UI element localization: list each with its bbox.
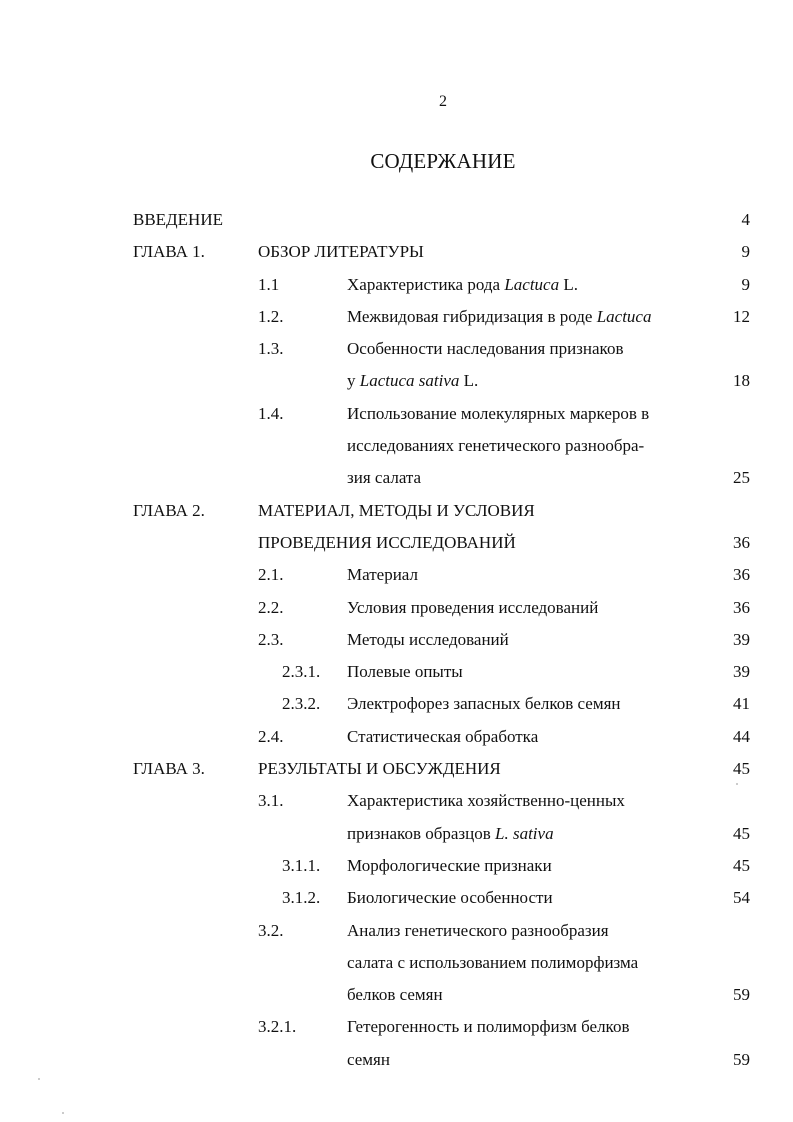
toc-entry bbox=[0, 527, 793, 559]
page-reference: 44 bbox=[733, 726, 750, 746]
toc-entry bbox=[0, 753, 793, 785]
section-number: 1.1 bbox=[258, 274, 280, 294]
toc-entry bbox=[0, 1044, 793, 1076]
toc-entry bbox=[0, 915, 793, 947]
toc-entry bbox=[0, 688, 793, 720]
title-part: у bbox=[347, 371, 360, 391]
toc-entry bbox=[0, 785, 793, 817]
page-reference: 39 bbox=[733, 662, 750, 682]
section-number: 1.2. bbox=[258, 306, 284, 326]
page-reference: 54 bbox=[733, 888, 750, 908]
title-part: Анализ генетического разнообразия bbox=[347, 920, 609, 940]
section-number: 2.1. bbox=[258, 565, 284, 585]
toc-entry bbox=[0, 721, 793, 753]
section-number: 1.3. bbox=[258, 339, 284, 359]
title-part: Материал bbox=[347, 565, 418, 585]
section-title bbox=[347, 656, 463, 688]
toc-entry bbox=[0, 269, 793, 301]
page-reference: 45 bbox=[733, 759, 750, 779]
title-part: Характеристика рода bbox=[347, 274, 505, 294]
section-title bbox=[347, 1044, 390, 1076]
title-italic-part: Lactuca bbox=[504, 274, 560, 294]
section-number: 3.1. bbox=[258, 791, 284, 811]
toc-entry bbox=[0, 947, 793, 979]
section-title bbox=[347, 947, 638, 979]
toc-entry bbox=[0, 818, 793, 850]
scan-speck bbox=[38, 1078, 40, 1080]
toc-entry bbox=[0, 398, 793, 430]
page-number: 2 bbox=[439, 93, 447, 110]
page-reference: 12 bbox=[733, 306, 750, 326]
section-title bbox=[347, 818, 554, 850]
toc-entry bbox=[0, 624, 793, 656]
section-number: 1.4. bbox=[258, 403, 284, 423]
toc-entry bbox=[0, 656, 793, 688]
title-part: Биологические особенности bbox=[347, 888, 553, 908]
section-title bbox=[347, 785, 625, 817]
title-italic-part: Lactuca sativa bbox=[359, 371, 460, 391]
chapter-label: ГЛАВА 2. bbox=[133, 500, 205, 520]
section-number: 2.3.2. bbox=[282, 694, 321, 714]
section-number: 3.1.2. bbox=[282, 888, 321, 908]
page-reference: 4 bbox=[741, 210, 750, 229]
page-reference: 25 bbox=[733, 468, 750, 488]
section-title bbox=[347, 430, 644, 462]
toc-entry bbox=[0, 301, 793, 333]
title-part: Электрофорез запасных белков семян bbox=[347, 694, 621, 714]
section-title bbox=[347, 301, 651, 333]
section-title bbox=[347, 688, 621, 720]
section-title bbox=[347, 592, 598, 624]
toc-entry bbox=[0, 495, 793, 527]
page-reference: 18 bbox=[733, 371, 750, 391]
section-title bbox=[347, 365, 478, 397]
chapter-label: ГЛАВА 3. bbox=[133, 759, 205, 779]
title-part: признаков образцов bbox=[347, 823, 496, 843]
scan-speck bbox=[62, 1112, 64, 1114]
section-title bbox=[347, 882, 553, 914]
chapter-title: МАТЕРИАЛ, МЕТОДЫ И УСЛОВИЯ bbox=[258, 500, 535, 520]
section-title bbox=[347, 721, 538, 753]
page-reference: 41 bbox=[733, 694, 750, 714]
scan-speck bbox=[736, 783, 738, 785]
page-reference: 36 bbox=[733, 565, 750, 585]
toc-entry bbox=[0, 365, 793, 397]
section-title bbox=[347, 559, 418, 591]
section-number: 2.3. bbox=[258, 629, 284, 649]
section-title bbox=[347, 269, 578, 301]
section-title bbox=[347, 850, 552, 882]
toc-entry bbox=[0, 979, 793, 1011]
chapter-label: ВВЕДЕНИЕ bbox=[133, 210, 223, 229]
title-part: Характеристика хозяйственно-ценных bbox=[347, 791, 625, 811]
title-part: Условия проведения исследований bbox=[347, 597, 599, 617]
chapter-title: ОБЗОР ЛИТЕРАТУРЫ bbox=[258, 242, 424, 262]
title-part: L. bbox=[459, 371, 479, 391]
section-title bbox=[347, 398, 649, 430]
section-number: 2.2. bbox=[258, 597, 284, 617]
chapter-title: ПРОВЕДЕНИЯ ИССЛЕДОВАНИЙ bbox=[258, 532, 516, 552]
title-part: Полевые опыты bbox=[347, 662, 463, 682]
section-title bbox=[347, 915, 609, 947]
title-part: Особенности наследования признаков bbox=[347, 339, 624, 359]
section-title bbox=[347, 462, 421, 494]
page-reference: 59 bbox=[733, 985, 750, 1005]
title-italic-part: Lactuca bbox=[596, 306, 652, 326]
toc-title: СОДЕРЖАНИЕ bbox=[370, 149, 516, 173]
toc-entry bbox=[0, 559, 793, 591]
toc-entry bbox=[0, 236, 793, 268]
section-title bbox=[347, 333, 623, 365]
title-part: Гетерогенность и полиморфизм белков bbox=[347, 1017, 630, 1037]
page-reference: 9 bbox=[741, 274, 750, 294]
toc-entry bbox=[0, 333, 793, 365]
page-reference: 36 bbox=[733, 597, 750, 617]
toc-entry bbox=[0, 462, 793, 494]
chapter-title: РЕЗУЛЬТАТЫ И ОБСУЖДЕНИЯ bbox=[258, 759, 501, 779]
page-reference: 9 bbox=[741, 242, 750, 262]
title-part: Статистическая обработка bbox=[347, 726, 539, 746]
title-part: белков семян bbox=[347, 985, 443, 1005]
title-italic-part: L. sativa bbox=[495, 823, 554, 843]
page-reference: 59 bbox=[733, 1049, 750, 1069]
section-title bbox=[347, 624, 509, 656]
title-part: салата с использованием полиморфизма bbox=[347, 952, 639, 972]
section-title bbox=[347, 979, 443, 1011]
title-part: Морфологические признаки bbox=[347, 855, 552, 875]
toc-entry bbox=[0, 592, 793, 624]
table-of-contents bbox=[0, 204, 793, 1076]
chapter-label: ГЛАВА 1. bbox=[133, 242, 205, 262]
toc-entry bbox=[0, 1011, 793, 1043]
toc-entry bbox=[0, 430, 793, 462]
section-title bbox=[347, 1011, 629, 1043]
title-part: зия салата bbox=[347, 468, 422, 488]
section-number: 2.4. bbox=[258, 726, 284, 746]
toc-entry bbox=[0, 204, 793, 236]
title-part: L. bbox=[559, 274, 578, 294]
section-number: 3.2.1. bbox=[258, 1017, 297, 1037]
title-part: исследованиях генетического разнообра- bbox=[347, 436, 645, 456]
section-number: 3.2. bbox=[258, 920, 284, 940]
page-reference: 39 bbox=[733, 629, 750, 649]
toc-entry bbox=[0, 882, 793, 914]
page-reference: 36 bbox=[733, 532, 750, 552]
section-number: 2.3.1. bbox=[282, 662, 321, 682]
page-reference: 45 bbox=[733, 823, 750, 843]
title-part: Межвидовая гибридизация в роде bbox=[347, 306, 597, 326]
toc-entry bbox=[0, 850, 793, 882]
title-part: Использование молекулярных маркеров в bbox=[347, 403, 650, 423]
section-number: 3.1.1. bbox=[282, 855, 321, 875]
title-part: Методы исследований bbox=[347, 629, 509, 649]
page-reference: 45 bbox=[733, 855, 750, 875]
title-part: семян bbox=[347, 1049, 390, 1069]
